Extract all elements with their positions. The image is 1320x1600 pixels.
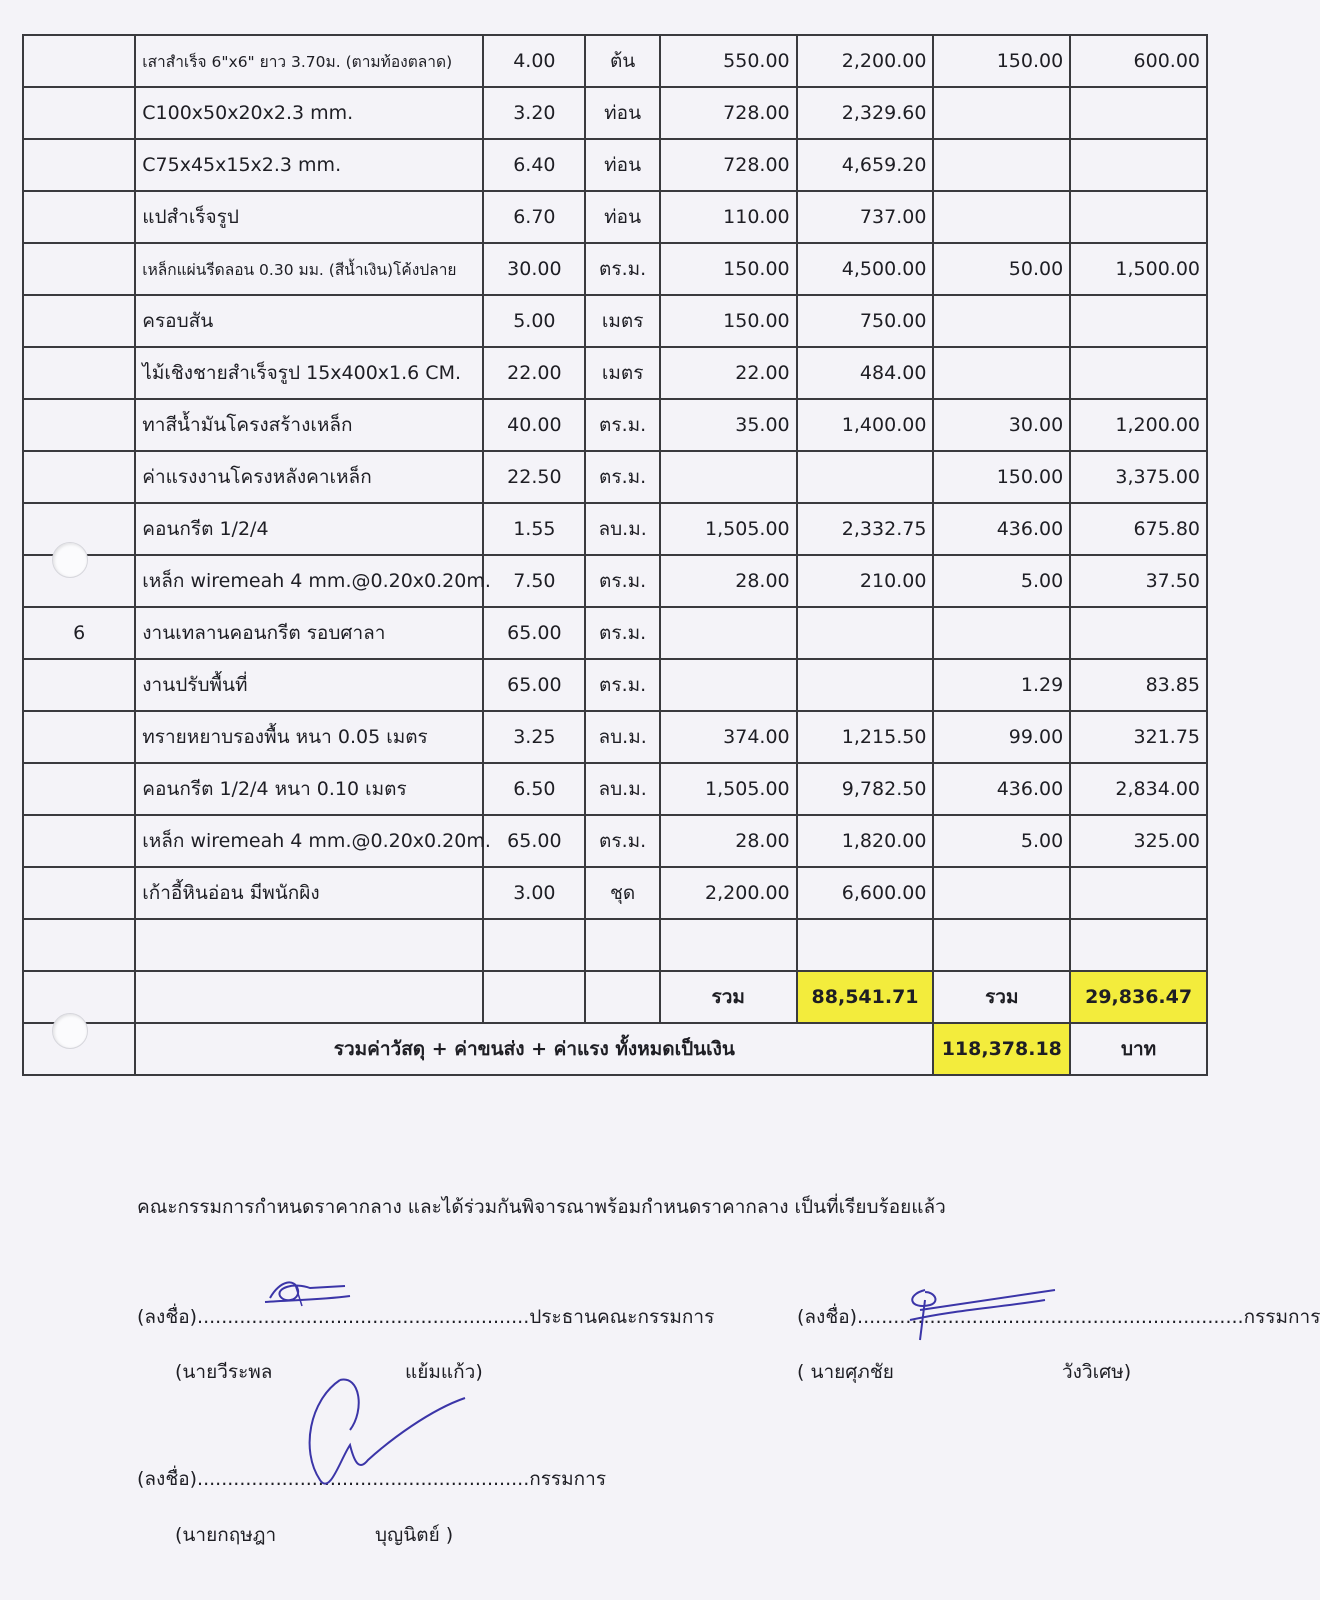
item-unit: ตร.ม. xyxy=(585,815,660,867)
subtotal-empty-cell xyxy=(585,971,660,1023)
subtotal-row xyxy=(23,971,1207,1023)
item-description: ครอบสัน xyxy=(135,295,483,347)
grand-total-label: รวมค่าวัสดุ + ค่าขนส่ง + ค่าแรง ทั้งหมดเป็นเงิน xyxy=(135,1023,933,1075)
labor-amount xyxy=(1070,867,1207,919)
labor-unit-price xyxy=(933,191,1070,243)
labor-amount xyxy=(1070,87,1207,139)
material-amount: 2,332.75 xyxy=(797,503,934,555)
grand-total-row xyxy=(23,1023,1207,1075)
table-row xyxy=(23,347,1207,399)
material-amount: 1,215.50 xyxy=(797,711,934,763)
item-number xyxy=(23,919,135,971)
material-amount: 1,820.00 xyxy=(797,815,934,867)
labor-unit-price: 5.00 xyxy=(933,555,1070,607)
labor-unit-price xyxy=(933,607,1070,659)
table-row xyxy=(23,35,1207,87)
material-amount: 210.00 xyxy=(797,555,934,607)
item-number xyxy=(23,399,135,451)
material-unit-price xyxy=(660,451,797,503)
signer-name-last: วังวิเศษ) xyxy=(1062,1361,1132,1383)
labor-amount: 83.85 xyxy=(1070,659,1207,711)
labor-unit-price xyxy=(933,867,1070,919)
item-description: C75x45x15x2.3 mm. xyxy=(135,139,483,191)
material-unit-price: 374.00 xyxy=(660,711,797,763)
signature-line-member: (ลงชื่อ).......................................................กรรมการ xyxy=(137,1468,607,1490)
labor-subtotal-label: รวม xyxy=(933,971,1070,1023)
labor-unit-price: 30.00 xyxy=(933,399,1070,451)
material-amount: 6,600.00 xyxy=(797,867,934,919)
labor-amount xyxy=(1070,295,1207,347)
labor-unit-price xyxy=(933,87,1070,139)
labor-unit-price: 436.00 xyxy=(933,763,1070,815)
item-number xyxy=(23,191,135,243)
material-unit-price: 150.00 xyxy=(660,295,797,347)
item-description xyxy=(135,919,483,971)
committee-statement: คณะกรรมการกำหนดราคากลาง และได้ร่วมกันพิจารณาพร้อมกำหนดราคากลาง เป็นที่เรียบร้อยแล้ว xyxy=(137,1196,946,1218)
item-description: ไม้เชิงชายสำเร็จรูป 15x400x1.6 CM. xyxy=(135,347,483,399)
labor-amount xyxy=(1070,919,1207,971)
price-estimate-table xyxy=(22,34,1208,1076)
item-description: C100x50x20x2.3 mm. xyxy=(135,87,483,139)
item-quantity: 22.00 xyxy=(483,347,585,399)
item-number xyxy=(23,139,135,191)
item-unit: ตร.ม. xyxy=(585,451,660,503)
table-row xyxy=(23,659,1207,711)
material-unit-price xyxy=(660,607,797,659)
item-quantity: 1.55 xyxy=(483,503,585,555)
labor-unit-price: 5.00 xyxy=(933,815,1070,867)
item-number xyxy=(23,659,135,711)
item-unit: ลบ.ม. xyxy=(585,711,660,763)
item-quantity: 22.50 xyxy=(483,451,585,503)
item-quantity: 6.70 xyxy=(483,191,585,243)
labor-unit-price xyxy=(933,919,1070,971)
item-description: เหล็ก wiremeah 4 mm.@0.20x0.20m. xyxy=(135,815,483,867)
table-row xyxy=(23,607,1207,659)
table-row xyxy=(23,243,1207,295)
labor-unit-price xyxy=(933,295,1070,347)
item-quantity: 65.00 xyxy=(483,607,585,659)
material-unit-price: 728.00 xyxy=(660,139,797,191)
material-unit-price: 22.00 xyxy=(660,347,797,399)
material-amount xyxy=(797,659,934,711)
item-quantity: 3.20 xyxy=(483,87,585,139)
table-row xyxy=(23,763,1207,815)
material-unit-price xyxy=(660,919,797,971)
material-amount: 2,329.60 xyxy=(797,87,934,139)
material-amount xyxy=(797,919,934,971)
item-unit: ตร.ม. xyxy=(585,659,660,711)
labor-amount: 600.00 xyxy=(1070,35,1207,87)
item-unit: ต้น xyxy=(585,35,660,87)
material-unit-price: 1,505.00 xyxy=(660,503,797,555)
labor-unit-price: 150.00 xyxy=(933,35,1070,87)
material-amount xyxy=(797,451,934,503)
material-amount: 9,782.50 xyxy=(797,763,934,815)
material-amount: 4,500.00 xyxy=(797,243,934,295)
item-description: งานเทลานคอนกรีต รอบศาลา xyxy=(135,607,483,659)
signature-line-chairman: (ลงชื่อ).......................................................ประธานคณะกรรมการ xyxy=(137,1306,715,1328)
item-description: เหล็ก wiremeah 4 mm.@0.20x0.20m. xyxy=(135,555,483,607)
item-unit: ชุด xyxy=(585,867,660,919)
item-unit: ตร.ม. xyxy=(585,607,660,659)
item-description: เสาสำเร็จ 6"x6" ยาว 3.70ม. (ตามท้องตลาด) xyxy=(135,35,483,87)
item-number: 6 xyxy=(23,607,135,659)
subtotal-empty-cell xyxy=(135,971,483,1023)
labor-unit-price: 99.00 xyxy=(933,711,1070,763)
labor-subtotal-value: 29,836.47 xyxy=(1070,971,1207,1023)
item-description: คอนกรีต 1/2/4 xyxy=(135,503,483,555)
material-unit-price: 28.00 xyxy=(660,815,797,867)
signer-name-first: ( นายศุภชัย xyxy=(797,1361,894,1383)
item-number xyxy=(23,35,135,87)
grand-total-currency: บาท xyxy=(1070,1023,1207,1075)
labor-unit-price xyxy=(933,347,1070,399)
table-row xyxy=(23,919,1207,971)
item-number xyxy=(23,763,135,815)
table-row xyxy=(23,503,1207,555)
labor-amount: 2,834.00 xyxy=(1070,763,1207,815)
material-amount: 2,200.00 xyxy=(797,35,934,87)
labor-amount: 675.80 xyxy=(1070,503,1207,555)
item-unit: ท่อน xyxy=(585,87,660,139)
handwritten-signature xyxy=(290,1370,470,1510)
item-quantity: 3.00 xyxy=(483,867,585,919)
item-quantity: 6.50 xyxy=(483,763,585,815)
item-number xyxy=(23,451,135,503)
item-unit: ตร.ม. xyxy=(585,555,660,607)
material-amount: 484.00 xyxy=(797,347,934,399)
grand-total-value: 118,378.18 xyxy=(933,1023,1070,1075)
item-unit: เมตร xyxy=(585,295,660,347)
labor-unit-price: 50.00 xyxy=(933,243,1070,295)
item-description: ทรายหยาบรองพื้น หนา 0.05 เมตร xyxy=(135,711,483,763)
material-unit-price: 28.00 xyxy=(660,555,797,607)
material-amount: 1,400.00 xyxy=(797,399,934,451)
material-unit-price: 728.00 xyxy=(660,87,797,139)
labor-amount: 37.50 xyxy=(1070,555,1207,607)
item-number xyxy=(23,815,135,867)
signature-line-member: (ลงชื่อ)................................................................กรรมการ xyxy=(797,1306,1320,1328)
item-quantity: 65.00 xyxy=(483,815,585,867)
item-unit xyxy=(585,919,660,971)
material-amount xyxy=(797,607,934,659)
labor-amount: 3,375.00 xyxy=(1070,451,1207,503)
item-unit: เมตร xyxy=(585,347,660,399)
item-quantity: 3.25 xyxy=(483,711,585,763)
item-number xyxy=(23,867,135,919)
material-subtotal-label: รวม xyxy=(660,971,797,1023)
labor-amount xyxy=(1070,139,1207,191)
material-amount: 737.00 xyxy=(797,191,934,243)
item-quantity: 6.40 xyxy=(483,139,585,191)
item-quantity: 5.00 xyxy=(483,295,585,347)
material-amount: 4,659.20 xyxy=(797,139,934,191)
table-row xyxy=(23,139,1207,191)
item-description: ทาสีน้ำมันโครงสร้างเหล็ก xyxy=(135,399,483,451)
item-quantity: 40.00 xyxy=(483,399,585,451)
item-description: เหล็กแผ่นรีดลอน 0.30 มม. (สีน้ำเงิน)โค้งปลาย xyxy=(135,243,483,295)
item-quantity xyxy=(483,919,585,971)
labor-amount: 1,500.00 xyxy=(1070,243,1207,295)
item-unit: ลบ.ม. xyxy=(585,503,660,555)
material-unit-price: 35.00 xyxy=(660,399,797,451)
labor-amount xyxy=(1070,347,1207,399)
punch-hole xyxy=(52,1013,88,1049)
handwritten-signature xyxy=(895,1280,1055,1350)
table-row xyxy=(23,191,1207,243)
item-unit: ท่อน xyxy=(585,191,660,243)
table-row xyxy=(23,815,1207,867)
item-number xyxy=(23,243,135,295)
signer-name-last: บุญนิตย์ ) xyxy=(375,1524,454,1546)
material-amount: 750.00 xyxy=(797,295,934,347)
item-quantity: 4.00 xyxy=(483,35,585,87)
labor-unit-price: 150.00 xyxy=(933,451,1070,503)
item-quantity: 65.00 xyxy=(483,659,585,711)
table-row xyxy=(23,555,1207,607)
labor-amount: 325.00 xyxy=(1070,815,1207,867)
punch-hole xyxy=(52,542,88,578)
table-row xyxy=(23,295,1207,347)
item-unit: ตร.ม. xyxy=(585,243,660,295)
material-unit-price: 150.00 xyxy=(660,243,797,295)
item-quantity: 30.00 xyxy=(483,243,585,295)
labor-unit-price: 1.29 xyxy=(933,659,1070,711)
labor-amount xyxy=(1070,607,1207,659)
item-description: แปสำเร็จรูป xyxy=(135,191,483,243)
signer-name-first: (นายวีระพล xyxy=(175,1361,273,1383)
table-row xyxy=(23,451,1207,503)
item-number xyxy=(23,87,135,139)
labor-amount xyxy=(1070,191,1207,243)
item-description: เก้าอี้หินอ่อน มีพนักผิง xyxy=(135,867,483,919)
table-row xyxy=(23,711,1207,763)
material-unit-price: 2,200.00 xyxy=(660,867,797,919)
material-unit-price: 1,505.00 xyxy=(660,763,797,815)
labor-amount: 321.75 xyxy=(1070,711,1207,763)
item-description: ค่าแรงงานโครงหลังคาเหล็ก xyxy=(135,451,483,503)
labor-unit-price: 436.00 xyxy=(933,503,1070,555)
item-quantity: 7.50 xyxy=(483,555,585,607)
table-row xyxy=(23,399,1207,451)
signer-name-last: แย้มแก้ว) xyxy=(405,1361,483,1383)
labor-amount: 1,200.00 xyxy=(1070,399,1207,451)
handwritten-signature xyxy=(250,1270,360,1315)
item-number xyxy=(23,711,135,763)
material-subtotal-value: 88,541.71 xyxy=(797,971,934,1023)
item-number xyxy=(23,347,135,399)
material-unit-price xyxy=(660,659,797,711)
item-unit: ท่อน xyxy=(585,139,660,191)
table-row xyxy=(23,87,1207,139)
table-row xyxy=(23,867,1207,919)
labor-unit-price xyxy=(933,139,1070,191)
item-description: คอนกรีต 1/2/4 หนา 0.10 เมตร xyxy=(135,763,483,815)
material-unit-price: 110.00 xyxy=(660,191,797,243)
item-unit: ลบ.ม. xyxy=(585,763,660,815)
material-unit-price: 550.00 xyxy=(660,35,797,87)
item-unit: ตร.ม. xyxy=(585,399,660,451)
signer-name-first: (นายกฤษฎา xyxy=(175,1524,277,1546)
table-body xyxy=(23,35,1207,971)
subtotal-empty-cell xyxy=(483,971,585,1023)
item-number xyxy=(23,295,135,347)
item-description: งานปรับพื้นที่ xyxy=(135,659,483,711)
